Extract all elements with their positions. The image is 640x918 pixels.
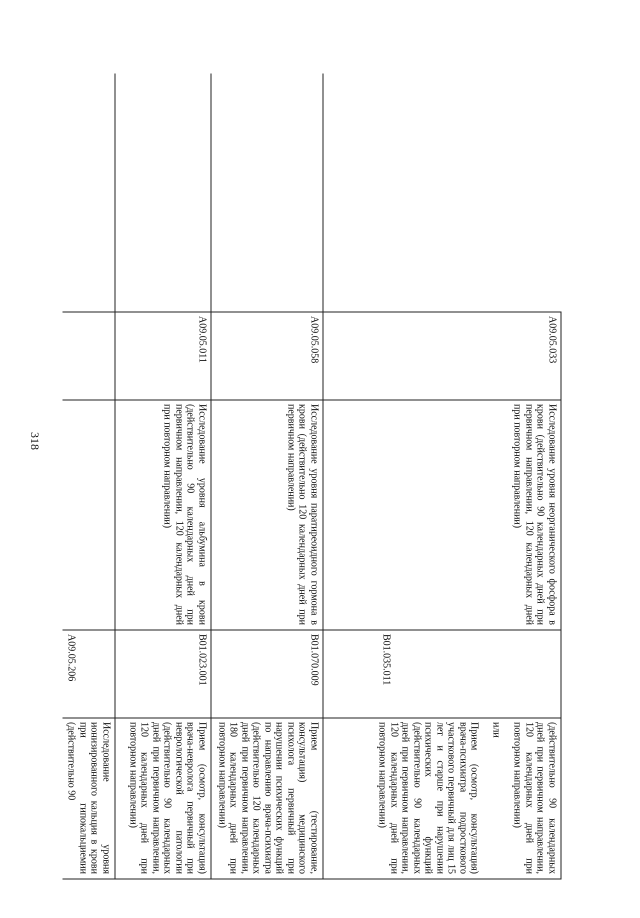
related-service-description: Исследование уровня ионизированного кальция в крови при гипокальциемии (действительно 90 xyxy=(62,718,115,879)
table-row xyxy=(62,74,115,879)
table-row xyxy=(211,74,323,879)
related-service-description: Прием (осмотр, консультация) врача-невролога первичный при неврологической патологии (действительно 90 календарных дней при первичном направлении, 120 календарных дней при повторном направлении) xyxy=(115,718,211,879)
or-label: или xyxy=(490,722,501,738)
service-code: A09.05.058 xyxy=(211,312,323,400)
service-description: Исследование уровня неорганического фосфора в крови (действительно 90 календарных дней при первичном направлении, 120 календарных дней при повторном направлении) xyxy=(323,400,561,630)
page-number: 318 xyxy=(28,432,43,450)
service-description xyxy=(62,400,115,630)
related-text: Прием (осмотр, консультация) врача-психиатра подросткового участкового первичный для лиц 15 лет и старше при нарушении психических функций (действительно 90 календарных дней при первичном направлении, 120 календарных дней при повторном направлении) xyxy=(376,722,480,874)
service-description: Исследование уровня паратиреоидного гормона в крови (действительно 120 календарных дней при первичном направлении) xyxy=(211,400,323,630)
related-service-code xyxy=(323,630,561,718)
related-service-description: Прием (тестирование, консультация) медицинского психолога первичный при нарушении психических функций по направлению врача-психиатра (действительно 120 календарных дней при первичном направлении, 180 календарных дней при повторном направлении) xyxy=(211,718,323,879)
services-table xyxy=(62,74,561,880)
related-service-code-text: A09.05.206 xyxy=(65,634,77,682)
col-a-cell xyxy=(62,74,115,312)
service-code: A09.05.033 xyxy=(323,312,561,400)
col-a-cell xyxy=(323,74,561,312)
related-service-code-text: B01.035.011 xyxy=(380,634,392,686)
service-code xyxy=(62,312,115,400)
col-a-cell xyxy=(211,74,323,312)
service-description: Исследование уровня альбумина в крови (действительно 90 календарных дней при первичном направлении, 120 календарных дней при повторном направлении) xyxy=(115,400,211,630)
related-service-code: B01.023.001 xyxy=(115,630,211,718)
table-row xyxy=(115,74,211,879)
related-service-description xyxy=(323,718,561,879)
rotated-table-wrapper xyxy=(65,74,561,879)
related-text-top: (действительно 90 календарных дней при первичном направлении, 120 календарных дней при повторном направлении) xyxy=(511,722,557,874)
table-row xyxy=(323,74,561,879)
service-code: A09.05.011 xyxy=(115,312,211,400)
col-a-cell xyxy=(115,74,211,312)
related-service-code: B01.070.009 xyxy=(211,630,323,718)
related-service-code xyxy=(62,630,115,718)
